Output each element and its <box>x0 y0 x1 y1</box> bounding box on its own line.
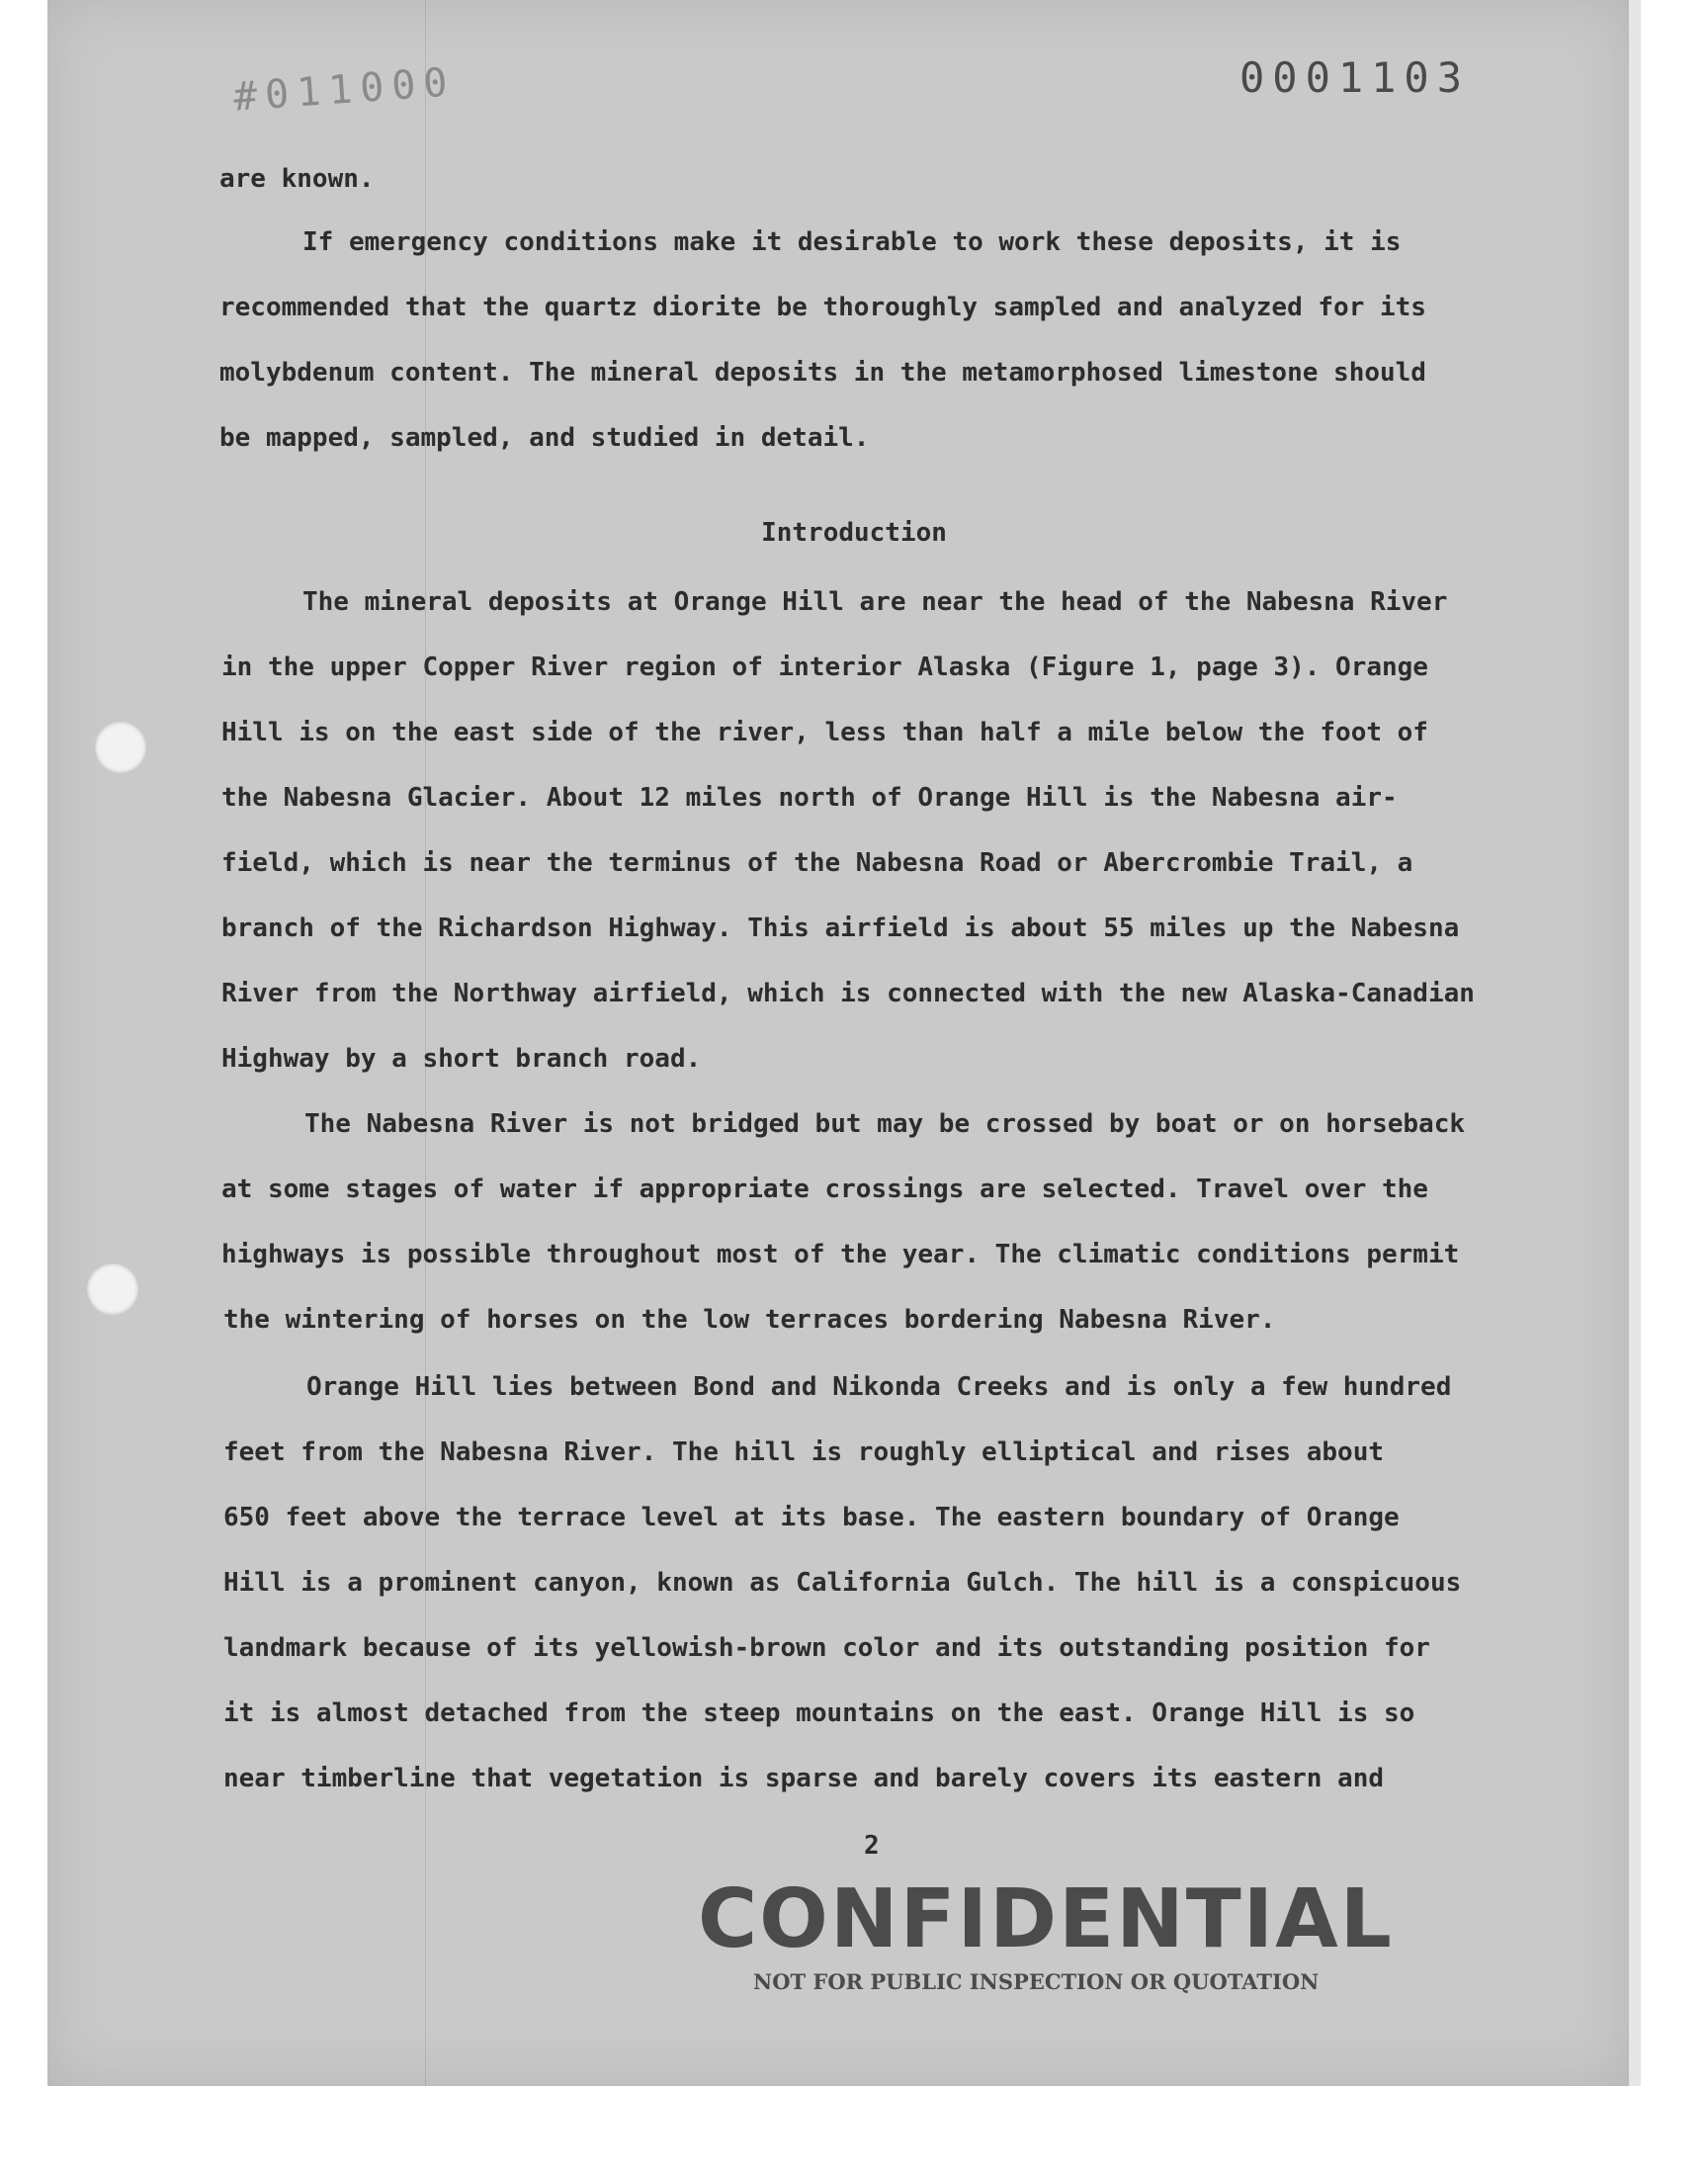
text-line: landmark because of its yellowish-brown color and its outstanding position for <box>223 1633 1430 1663</box>
page-number: 2 <box>864 1831 880 1861</box>
text-line: recommended that the quartz diorite be thoroughly sampled and analyzed for its <box>219 293 1426 322</box>
text-line: Hill is a prominent canyon, known as California Gulch. The hill is a conspicuous <box>223 1568 1462 1598</box>
stamp-number-right: 0001103 <box>1239 53 1471 102</box>
page-edge <box>1629 0 1641 2086</box>
section-heading: Introduction <box>761 518 947 548</box>
text-line: near timberline that vegetation is sparse and barely covers its eastern and <box>223 1764 1384 1793</box>
text-line: the Nabesna Glacier. About 12 miles north of Orange Hill is the Nabesna air- <box>221 783 1398 813</box>
text-line: The Nabesna River is not bridged but may be crossed by boat or on horseback <box>304 1109 1465 1139</box>
confidential-stamp: CONFIDENTIAL <box>698 1872 1394 1966</box>
text-line: at some stages of water if appropriate crossings are selected. Travel over the <box>221 1174 1428 1204</box>
text-line: The mineral deposits at Orange Hill are near the head of the Nabesna River <box>302 587 1448 617</box>
text-line: field, which is near the terminus of the Nabesna Road or Abercrombie Trail, a <box>221 848 1413 878</box>
text-line: molybdenum content. The mineral deposits in the metamorphosed limestone should <box>219 358 1426 388</box>
punch-hole-bottom <box>87 1263 138 1315</box>
text-line: 650 feet above the terrace level at its base. The eastern boundary of Orange <box>223 1503 1400 1532</box>
stamp-number-left: #011000 <box>231 59 457 121</box>
confidential-notice: NOT FOR PUBLIC INSPECTION OR QUOTATION <box>753 1969 1320 1994</box>
text-line: in the upper Copper River region of interior Alaska (Figure 1, page 3). Orange <box>221 652 1428 682</box>
text-line: branch of the Richardson Highway. This airfield is about 55 miles up the Nabesna <box>221 914 1460 943</box>
text-line: feet from the Nabesna River. The hill is roughly elliptical and rises about <box>223 1437 1384 1467</box>
text-line: River from the Northway airfield, which is connected with the new Alaska-Canadian <box>221 979 1475 1008</box>
text-line: highways is possible throughout most of the year. The climatic conditions permit <box>221 1240 1460 1269</box>
text-line: it is almost detached from the steep mountains on the east. Orange Hill is so <box>223 1698 1415 1728</box>
text-line: If emergency conditions make it desirable to work these deposits, it is <box>302 227 1402 257</box>
text-line: Highway by a short branch road. <box>221 1044 702 1074</box>
text-line: be mapped, sampled, and studied in detail. <box>219 423 870 453</box>
punch-hole-top <box>95 722 146 773</box>
text-line: are known. <box>219 164 375 194</box>
text-line: Hill is on the east side of the river, less than half a mile below the foot of <box>221 718 1428 747</box>
text-line: Orange Hill lies between Bond and Nikonda Creeks and is only a few hundred <box>306 1372 1452 1402</box>
text-line: the wintering of horses on the low terraces bordering Nabesna River. <box>223 1305 1276 1335</box>
